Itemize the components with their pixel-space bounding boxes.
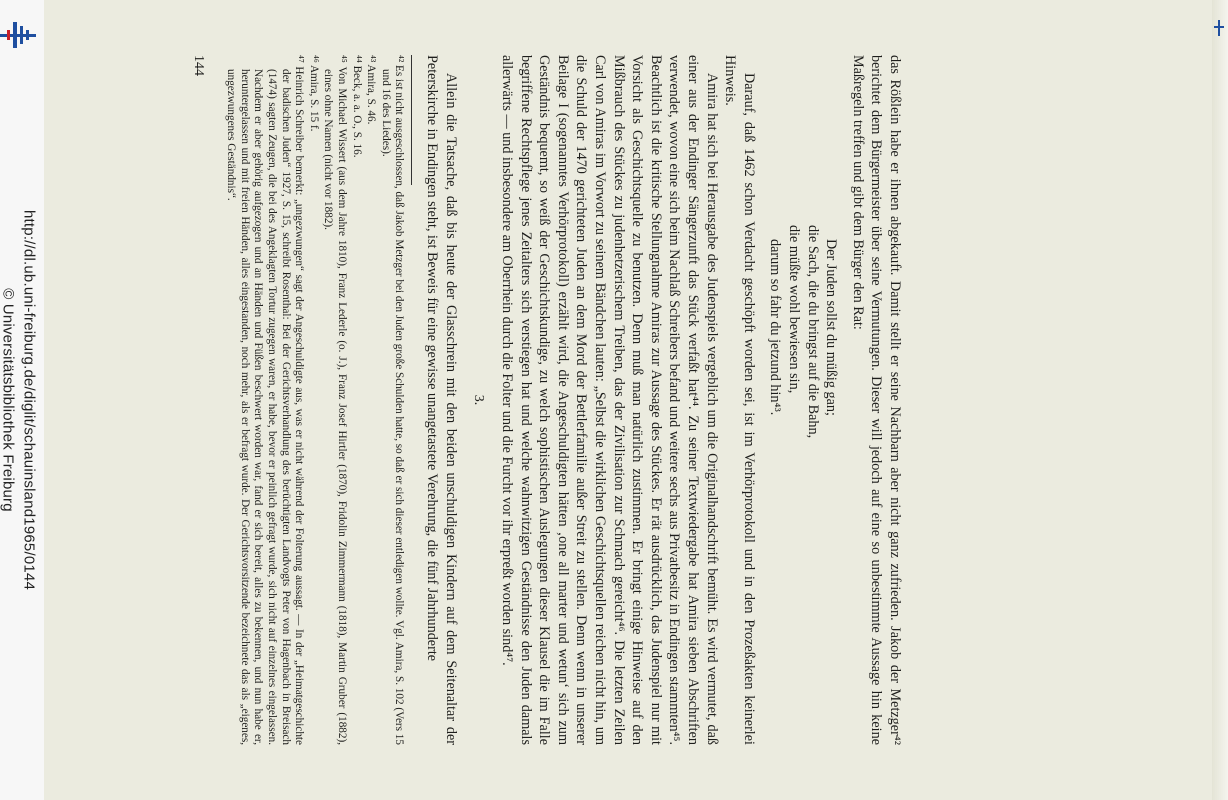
source-url[interactable]: http://dl.ub.uni-freiburg.de/diglit/schauinsland1965/0144 <box>20 210 38 590</box>
footnote: ⁴² Es ist nicht ausgeschlossen, daß Jakob Metzger bei den Juden große Schulden hatte, so daß er sich dieser entledigen wollte. Vgl. Amira, S. 102 (Vers 15 und 16 des Liedes). <box>379 55 406 745</box>
footnotes <box>224 55 406 745</box>
viewer-sidebar-strip <box>0 0 44 800</box>
footnote: ⁴⁷ Heinrich Schreiber bemerkt: „ungezwungen“ sagt der Angeschuldigte aus, was er nicht während der Folterung aussagt. — In der „Heimatgeschichte der badischen Juden“ 1927, S. 15, schreibt Rosenthal: Bei der Gerichtsverhandlung des berüchtigten Landvogts Peter von Hagenbach in Breisach (1474) sagten Zeugen, die bei des Angeklagten Tortur zugegen waren, er habe, bevor er peinlich gefragt wurde, sich nicht auf einzelnes eingelassen. Nachdem er aber gehörig aufgezogen und an Händen und Füßen beschwert worden war, fand er sich bereit, alles zu bekennen, und nun habe er, heruntergelassen und mit freien Händen, alles eingestanden, noch mehr, als er befragt wurde. Der Gerichtsvorsitzende bezeichnete das als „eigenes, ungezwungenes Geständnis“. <box>225 55 306 745</box>
body-text <box>848 55 904 745</box>
body-text <box>422 55 459 745</box>
paragraph: das Rößlein habe er ihnen abgekauft. Damit stellt er seine Nachbarn aber nicht ganz zufrieden. Jakob der Metzger⁴² berichtet dem Bürgermeister über seine Vermutungen. Dieser will jedoch auf eine so unbestimmte Aussage hin keine Maßregeln treffen und gibt dem Bürger den Rat: <box>849 55 903 745</box>
verse-line: darum so fahr du jetzund hin⁴³. <box>767 239 784 416</box>
paragraph: Darauf, daß 1462 schon Verdacht geschöpft worden sei, ist im Verhörprotokoll und in den Prozeßakten keinerlei Hinweis. <box>722 55 757 745</box>
body-text <box>498 55 758 745</box>
footnote: ⁴⁶ Amira, S. 15 f. <box>307 55 320 132</box>
page-number: 144 <box>190 55 206 76</box>
page-edge <box>1212 0 1228 800</box>
page-content <box>190 55 904 745</box>
corner-logo-icon <box>1214 20 1224 36</box>
verse-line: die müßte wohl bewiesen sin, <box>786 225 803 394</box>
verse-line: Der Juden sollst du müßig gan; <box>823 239 840 416</box>
footnote-divider <box>411 55 412 185</box>
footnote: ⁴³ Amira, S. 46. <box>365 55 378 125</box>
paragraph: Allein die Tatsache, daß bis heute der Glasschrein mit den beiden unschuldigen Kindern auf dem Seitenaltar der Peterskirche in Endingen steht, ist Beweis für eine gewisse unangetastete Verehrung, die fünf Jahrhunderte <box>423 55 459 745</box>
library-logo-icon <box>0 22 36 48</box>
verse-line: die Sach, die du bringst auf die Bahn, <box>804 225 821 439</box>
footnote: ⁴⁴ Beck, a. a. O., S. 16. <box>350 55 363 158</box>
verse-block <box>766 225 840 745</box>
footnote: ⁴⁵ Von Michael Wissert (aus dem Jahre 1810), Franz Lederle (o. J.), Franz Josef Hirtler (1870), Fridolin Zimmermann (1818), Martin Gruber (1882), eines ohne Namen (nicht vor 1882). <box>322 55 348 745</box>
copyright-notice: © Universitätsbibliothek Freiburg <box>0 288 17 512</box>
section-number: 3. <box>470 394 486 406</box>
paragraph: Amira hat sich bei Herausgabe des Judenspiels vergeblich um die Originalhandschrift bemüht. Es wird vermutet, daß einer aus der Endinger Sängerzunft das Stück verfaßt hat⁴⁴. Zu seiner Textwiedergabe hat Amira sieben Abschriften verwendet, wovon eine sich beim Nachlaß Schreibers befand und weitere sechs aus Privatbesitz in Endingen stammten⁴⁵. Beachtlich ist die kritische Stellungnahme Amiras zur Aussage des Stückes. Er rät ausdrücklich, das Judenspiel nur mit Vorsicht als Geschichtsquelle zu benutzen. Denn muß man natürlich zustimmen. Er bringt einige Hinweise auf den Mißbrauch des Stückes zu judenhetzerischem Treiben, das der Zivilisation zur Schmach gereicht⁴⁶. Die letzten Zeilen Carl von Amiras im Vorwort zu seinem Bändchen lauten: „Selbst die wirklichen Geschichtsquellen reichen nicht hin, um die Schuld der 1470 gerichteten Juden an dem Mord der Bettlerfamilie außer Streit zu stellen. Denn wenn in unserer Beilage I (sogenanntes Verhörprotokoll) erzählt wird, die Angeschuldigten hätten ‚one all marter und wetun‘ sich zum Geständnis bequemt, so weiß der Geschichtskundige, zu welch sophistischen Auslegungen dieser Klausel die im Falle begriffene Rechtspflege jenes Zeitalters sich verstiegen hat und welche wahnwitzigen Geständnisse den Juden damals allerwärts — und insbesondere am Oberrhein durch die Folter und die Furcht vor ihr erpreßt worden sind⁴⁷. <box>499 55 720 745</box>
